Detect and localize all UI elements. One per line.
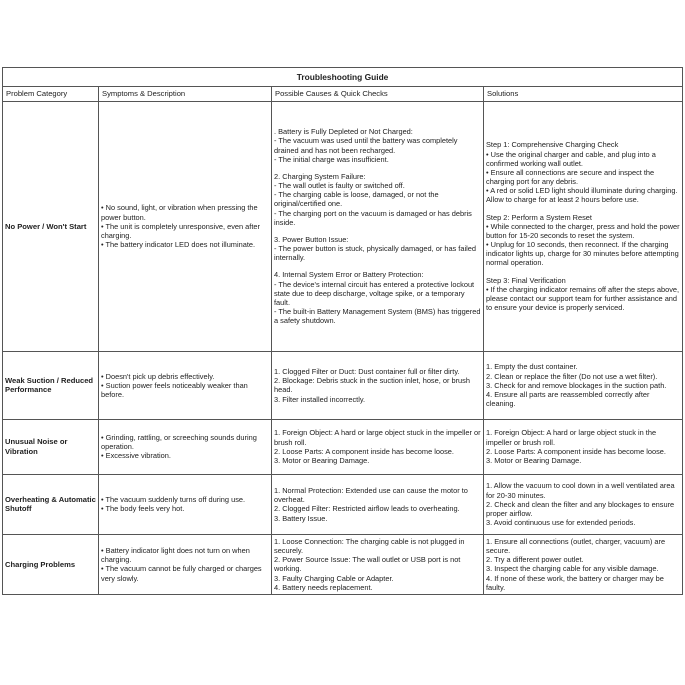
- solution-line: 3. Check for and remove blockages in the suction path.: [486, 380, 667, 390]
- cause-line: 2. Clogged Filter: Restricted airflow leads to overheating.: [274, 504, 460, 514]
- cause-line: 3. Power Button Issue:: [274, 234, 349, 244]
- solution-line: Step 3: Final Verification: [486, 275, 566, 285]
- symptoms-cell: [99, 474, 272, 534]
- cause-line: 4. Internal System Error or Battery Protection:: [274, 270, 424, 280]
- cause-line: 1. Loose Connection: The charging cable is not plugged in securely.: [274, 536, 465, 555]
- causes-cell: [272, 534, 484, 594]
- solution-line: 1. Allow the vacuum to cool down in a well ventilated area for 20-30 minutes.: [486, 481, 675, 500]
- symptoms-cell: [99, 101, 272, 351]
- spacer: [274, 227, 481, 235]
- solution-line: Step 2: Perform a System Reset: [486, 212, 592, 222]
- symptom-line: • The body feels very hot.: [101, 504, 185, 514]
- causes-cell: [272, 101, 484, 351]
- solutions-cell: [484, 351, 683, 419]
- solutions-cell: [484, 474, 683, 534]
- solution-line: 3. Inspect the charging cable for any visible damage.: [486, 564, 659, 574]
- cause-line: - The initial charge was insufficient.: [274, 154, 389, 164]
- symptom-line: • The battery indicator LED does not illuminate.: [101, 240, 256, 250]
- symptoms-cell: [99, 351, 272, 419]
- solution-line: 1. Empty the dust container.: [486, 362, 578, 372]
- symptom-line: • Suction power feels noticeably weaker than before.: [101, 380, 248, 399]
- cause-line: 2. Power Source Issue: The wall outlet or USB port is not working.: [274, 555, 461, 574]
- cause-line: 4. Battery needs replacement.: [274, 582, 373, 592]
- cause-line: - The device's internal circuit has entered a protective lockout state due to deep discharge, voltage spike, or a temporary fault.: [274, 279, 475, 307]
- solution-line: 2. Clean or replace the filter (Do not use a wet filter).: [486, 371, 658, 381]
- cause-line: 3. Motor or Bearing Damage.: [274, 456, 370, 465]
- solution-line: 4. Ensure all parts are reassembled correctly after cleaning.: [486, 389, 650, 409]
- table-row: [3, 419, 683, 474]
- table-row: [3, 101, 683, 351]
- problem-category-cell: Weak Suction / Reduced Performance: [3, 351, 99, 419]
- solution-line: 1. Ensure all connections (outlet, charger, vacuum) are secure.: [486, 536, 666, 555]
- troubleshooting-document: [2, 67, 682, 595]
- symptoms-cell: [99, 419, 272, 474]
- cause-line: 1. Foreign Object: A hard or large object stuck in the impeller or brush roll.: [274, 428, 481, 447]
- header-problem-category: Problem Category: [3, 87, 99, 101]
- solution-line: 3. Avoid continuous use for extended periods.: [486, 518, 636, 528]
- solution-line: • Unplug for 10 seconds, then reconnect. If the charging indicator lights up, charge for 30 minutes before attempting normal operation.: [486, 240, 679, 268]
- cause-line: - The vacuum was used until the battery was completely drained and has not been recharged.: [274, 136, 458, 155]
- solutions-cell: [484, 534, 683, 594]
- table-title: Troubleshooting Guide: [3, 68, 683, 87]
- cause-line: 3. Faulty Charging Cable or Adapter.: [274, 573, 394, 583]
- cause-line: - The built-in Battery Management System (BMS) has triggered a safety shutdown.: [274, 307, 481, 326]
- cause-line: 1. Normal Protection: Extended use can cause the motor to overheat.: [274, 485, 468, 505]
- header-causes: Possible Causes & Quick Checks: [272, 87, 484, 101]
- problem-category-cell: Charging Problems: [3, 534, 99, 594]
- header-symptoms: Symptoms & Description: [99, 87, 272, 101]
- symptom-line: • Grinding, rattling, or screeching sounds during operation.: [101, 433, 257, 452]
- symptoms-cell: [99, 534, 272, 594]
- table-row: [3, 351, 683, 419]
- cause-line: - The wall outlet is faulty or switched off.: [274, 181, 405, 191]
- cause-line: 2. Blockage: Debris stuck in the suction inlet, hose, or brush head.: [274, 376, 470, 395]
- symptom-line: • Excessive vibration.: [101, 451, 171, 461]
- cause-line: 2. Charging System Failure:: [274, 171, 366, 181]
- solution-line: Step 1: Comprehensive Charging Check: [486, 140, 619, 150]
- spacer: [274, 164, 481, 172]
- solution-line: 4. If none of these work, the battery or charger may be faulty.: [486, 573, 664, 592]
- solutions-cell: [484, 101, 683, 351]
- symptom-line: • Battery indicator light does not turn on when charging.: [101, 545, 250, 565]
- solution-line: • Use the original charger and cable, and plug into a confirmed working wall outlet.: [486, 149, 656, 168]
- cause-line: 2. Loose Parts: A component inside has become loose.: [274, 446, 454, 456]
- header-solutions: Solutions: [484, 87, 683, 101]
- solution-line: 2. Check and clean the filter and any blockages to ensure proper airflow.: [486, 499, 675, 518]
- causes-cell: [272, 474, 484, 534]
- cause-line: 3. Filter installed incorrectly.: [274, 394, 366, 404]
- cause-line: 1. Clogged Filter or Duct: Dust container full or filter dirty.: [274, 366, 460, 376]
- causes-cell: [272, 351, 484, 419]
- problem-category-cell: No Power / Won't Start: [3, 101, 99, 351]
- solution-line: 3. Motor or Bearing Damage.: [486, 456, 582, 465]
- solution-line: • Ensure all connections are secure and inspect the charging port for any debris.: [486, 167, 655, 187]
- cause-line: 3. Battery Issue.: [274, 513, 328, 523]
- solution-line: 1. Foreign Object: A hard or large object stuck in the impeller or brush roll.: [486, 428, 657, 447]
- solution-line: 2. Try a different power outlet.: [486, 555, 584, 565]
- problem-category-cell: Unusual Noise or Vibration: [3, 419, 99, 474]
- problem-category-cell: Overheating & Automatic Shutoff: [3, 474, 99, 534]
- cause-line: - The charging cable is loose, damaged, or not the original/certified one.: [274, 190, 439, 209]
- symptom-line: • The vacuum cannot be fully charged or charges very slowly.: [101, 564, 262, 583]
- solution-line: 2. Loose Parts: A component inside has become loose.: [486, 446, 666, 456]
- solution-line: • While connected to the charger, press and hold the power button for 15-20 seconds to reset the system.: [486, 221, 680, 240]
- causes-cell: [272, 419, 484, 474]
- solutions-cell: [484, 419, 683, 474]
- troubleshooting-table: [2, 67, 683, 595]
- table-row: [3, 534, 683, 594]
- table-row: [3, 474, 683, 534]
- symptom-line: • The unit is completely unresponsive, even after charging.: [101, 221, 260, 240]
- cause-line: - The power button is stuck, physically damaged, or has failed internally.: [274, 244, 476, 263]
- symptom-line: • Doesn't pick up debris effectively.: [101, 371, 215, 381]
- cause-line: . Battery is Fully Depleted or Not Charged:: [274, 127, 413, 137]
- solution-line: • If the charging indicator remains off after the steps above, please contact our support team for further assistance and to ensure your device is properly serviced.: [486, 284, 680, 313]
- spacer: [274, 262, 481, 270]
- spacer: [486, 268, 680, 276]
- spacer: [486, 205, 680, 213]
- symptom-line: • The vacuum suddenly turns off during use.: [101, 495, 246, 505]
- symptom-line: • No sound, light, or vibration when pressing the power button.: [101, 203, 258, 222]
- cause-line: - The charging port on the vacuum is damaged or has debris inside.: [274, 208, 472, 227]
- solution-line: • A red or solid LED light should illuminate during charging. Allow to charge for at least 2 hours before use.: [486, 186, 678, 205]
